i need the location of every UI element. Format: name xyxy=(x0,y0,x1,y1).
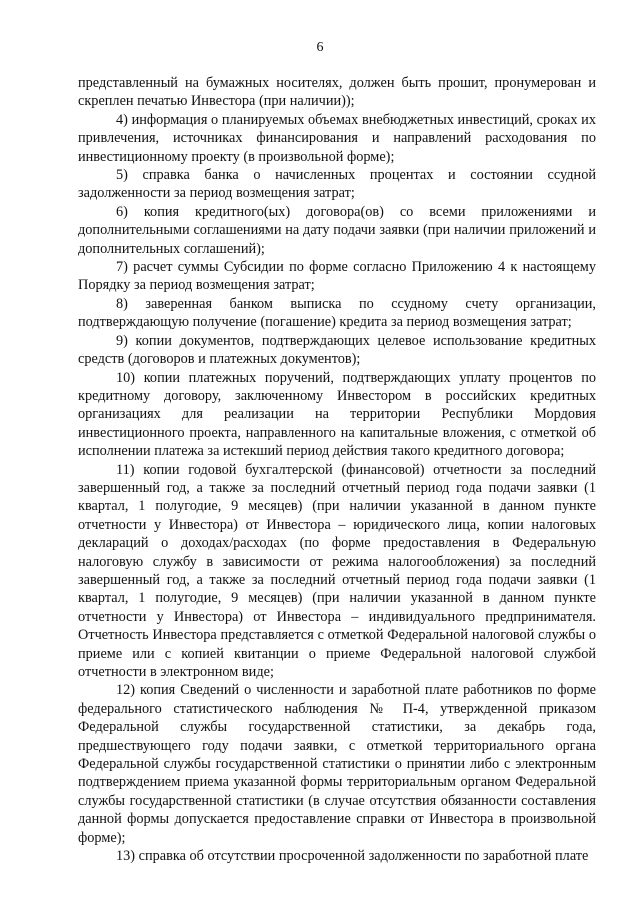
list-item-10: 10) копии платежных поручений, подтверждающих уплату процентов по кредитному договору, заключенному Инвестором в российских кредитных организациях для реализации на территории Республики Мордовия инвестиционного проекта, направленного на капитальные вложения, с отметкой об исполнении платежа за истекший период действия такого кредитного договора; xyxy=(78,369,596,460)
list-item-8: 8) заверенная банком выписка по ссудному счету организации, подтверждающую получение (погашение) кредита за период возмещения затрат; xyxy=(78,295,596,331)
list-item-4: 4) информация о планируемых объемах внебюджетных инвестиций, сроках их привлечения, источниках финансирования и направлений расходования по инвестиционному проекту (в произвольной форме); xyxy=(78,111,596,165)
list-item-9: 9) копии документов, подтверждающих целевое использование кредитных средств (договоров и платежных документов); xyxy=(78,332,596,368)
list-item-13: 13) справка об отсутствии просроченной задолженности по заработной плате xyxy=(116,848,589,865)
page-number: 6 xyxy=(316,40,324,55)
list-item-12: 12) копия Сведений о численности и заработной плате работников по форме федерального статистического наблюдения № П-4, утвержденной приказом Федеральной службы государственной статистики, за декабрь года, предшествующего году подачи заявки, с отметкой территориального органа Федеральной службы государственной статистики о принятии либо с электронным подтверждением приема указанной формы территориальным органом Федеральной службы государственной статистики (в случае отсутствия обязанности составления данной формы допускается предоставление справки от Инвестора в произвольной форме); xyxy=(78,682,596,846)
list-item-7: 7) расчет суммы Субсидии по форме согласно Приложению 4 к настоящему Порядку за период возмещения затрат; xyxy=(78,259,596,294)
list-item-5: 5) справка банка о начисленных процентах и состоянии ссудной задолженности за период возмещения затрат; xyxy=(78,167,596,202)
list-item-11: 11) копии годовой бухгалтерской (финансовой) отчетности за последний завершенный год, а также за последний отчетный период года подачи заявки (1 квартал, 1 полугодие, 9 месяцев) (при наличии указанной в данном пункте отчетности у Инвестора) от Инвестора – юридического лица, копии налоговых деклараций о доходах/расходах (по форме предоставления в Федеральную налоговую службу в зависимости от режима налогообложения) за последний завершенный год, а также за последний отчетный период года подачи заявки (1 квартал, 1 полугодие, 9 месяцев) (при наличии указанной в данном пункте отчетности у Инвестора) от Инвестора – индивидуального предпринимателя. Отчетность Инвестора представляется с отметкой Федеральной налоговой службы о приеме или с копией квитанции о приеме Федеральной налоговой службой отчетности в электронном виде; xyxy=(78,461,596,680)
document-body xyxy=(78,74,596,865)
paragraph-continuation: представленный на бумажных носителях, должен быть прошит, пронумерован и скреплен печатью Инвестора (при наличии)); xyxy=(78,75,596,110)
list-item-6: 6) копия кредитного(ых) договора(ов) со всеми приложениями и дополнительными соглашениями на дату подачи заявки (при наличии приложений и дополнительных соглашений); xyxy=(78,203,596,257)
